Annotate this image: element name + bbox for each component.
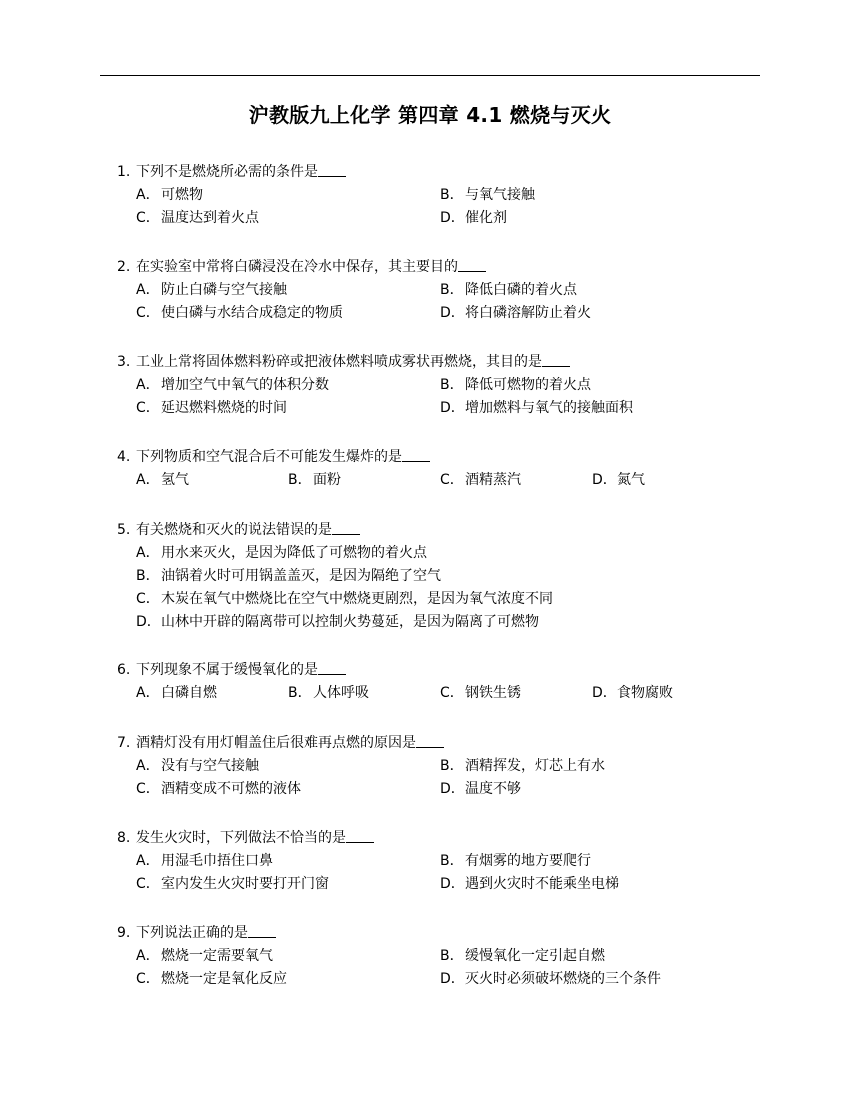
- option-c: C．燃烧一定是氧化反应: [136, 971, 287, 987]
- option-d: D．将白磷溶解防止着火: [440, 305, 591, 321]
- answer-blank[interactable]: [402, 447, 430, 462]
- option-a: A．用水来灭火，是因为降低了可燃物的着火点: [136, 545, 427, 561]
- answer-blank[interactable]: [332, 520, 360, 535]
- option-a: A．防止白磷与空气接触: [136, 282, 287, 298]
- option-a: A．燃烧一定需要氧气: [136, 948, 273, 964]
- question-number: 6.: [117, 662, 131, 678]
- option-c: C．温度达到着火点: [136, 210, 259, 226]
- option-b: B．面粉: [288, 472, 341, 488]
- question-6: [117, 659, 777, 705]
- question-text: 下列物质和空气混合后不可能发生爆炸的是: [136, 449, 402, 465]
- option-b: B．与氧气接触: [440, 187, 535, 203]
- answer-blank[interactable]: [318, 162, 346, 177]
- question-number: 3.: [117, 354, 131, 370]
- option-d: D．增加燃料与氧气的接触面积: [440, 400, 633, 416]
- option-d: D．山林中开辟的隔离带可以控制火势蔓延，是因为隔离了可燃物: [136, 614, 539, 630]
- question-text: 发生火灾时，下列做法不恰当的是: [136, 830, 346, 846]
- option-b: B．人体呼吸: [288, 685, 369, 701]
- question-number: 5.: [117, 522, 131, 538]
- answer-blank[interactable]: [416, 733, 444, 748]
- answer-blank[interactable]: [458, 257, 486, 272]
- option-b: B．降低白磷的着火点: [440, 282, 577, 298]
- option-d: D．遇到火灾时不能乘坐电梯: [440, 876, 619, 892]
- page-title: 沪教版九上化学 第四章 4.1 燃烧与灭火: [248, 103, 612, 127]
- question-text: 下列说法正确的是: [136, 925, 248, 941]
- answer-blank[interactable]: [346, 828, 374, 843]
- option-a: A．用湿毛巾捂住口鼻: [136, 853, 273, 869]
- question-3: [117, 351, 777, 420]
- option-b: B．有烟雾的地方要爬行: [440, 853, 591, 869]
- question-number: 9.: [117, 925, 131, 941]
- question-number: 2.: [117, 259, 131, 275]
- option-a: A．氢气: [136, 472, 189, 488]
- option-c: C．延迟燃料燃烧的时间: [136, 400, 287, 416]
- option-a: A．没有与空气接触: [136, 758, 259, 774]
- question-text: 有关燃烧和灭火的说法错误的是: [136, 522, 332, 538]
- question-stem: [117, 922, 777, 945]
- option-b: B．油锅着火时可用锅盖盖灭，是因为隔绝了空气: [136, 568, 441, 584]
- question-8: [117, 827, 777, 896]
- option-c: C．酒精蒸汽: [440, 472, 521, 488]
- option-c: C．木炭在氧气中燃烧比在空气中燃烧更剧烈，是因为氧气浓度不同: [136, 591, 553, 607]
- question-stem: [117, 161, 777, 184]
- question-stem: [117, 256, 777, 279]
- option-a: A．可燃物: [136, 187, 203, 203]
- answer-blank[interactable]: [542, 352, 570, 367]
- question-stem: [117, 732, 777, 755]
- option-d: D．食物腐败: [592, 685, 673, 701]
- option-d: D．温度不够: [440, 781, 521, 797]
- question-number: 7.: [117, 735, 131, 751]
- option-c: C．酒精变成不可燃的液体: [136, 781, 301, 797]
- option-c: C．使白磷与水结合成稳定的物质: [136, 305, 343, 321]
- option-b: B．降低可燃物的着火点: [440, 377, 591, 393]
- option-b: B．缓慢氧化一定引起自燃: [440, 948, 605, 964]
- question-number: 4.: [117, 449, 131, 465]
- question-number: 1.: [117, 164, 131, 180]
- option-c: C．室内发生火灾时要打开门窗: [136, 876, 329, 892]
- option-d: D．灭火时必须破坏燃烧的三个条件: [440, 971, 661, 987]
- header-rule: [100, 75, 760, 76]
- question-5: [117, 519, 777, 634]
- question-text: 工业上常将固体燃料粉碎或把液体燃料喷成雾状再燃烧，其目的是: [136, 354, 542, 370]
- question-stem: [117, 659, 777, 682]
- option-a: A．增加空气中氧气的体积分数: [136, 377, 329, 393]
- answer-blank[interactable]: [318, 660, 346, 675]
- question-text: 在实验室中常将白磷浸没在冷水中保存，其主要目的: [136, 259, 458, 275]
- question-stem: [117, 351, 777, 374]
- question-stem: [117, 519, 777, 542]
- option-d: D．氮气: [592, 472, 645, 488]
- question-text: 酒精灯没有用灯帽盖住后很难再点燃的原因是: [136, 735, 416, 751]
- question-text: 下列不是燃烧所必需的条件是: [136, 164, 318, 180]
- option-d: D．催化剂: [440, 210, 507, 226]
- option-c: C．钢铁生锈: [440, 685, 521, 701]
- question-1: [117, 161, 777, 230]
- question-stem: [117, 446, 777, 469]
- question-7: [117, 732, 777, 801]
- option-b: B．酒精挥发，灯芯上有水: [440, 758, 605, 774]
- question-2: [117, 256, 777, 325]
- question-number: 8.: [117, 830, 131, 846]
- question-9: [117, 922, 777, 991]
- question-stem: [117, 827, 777, 850]
- option-a: A．白磷自燃: [136, 685, 217, 701]
- question-4: [117, 446, 777, 492]
- answer-blank[interactable]: [248, 923, 276, 938]
- question-text: 下列现象不属于缓慢氧化的是: [136, 662, 318, 678]
